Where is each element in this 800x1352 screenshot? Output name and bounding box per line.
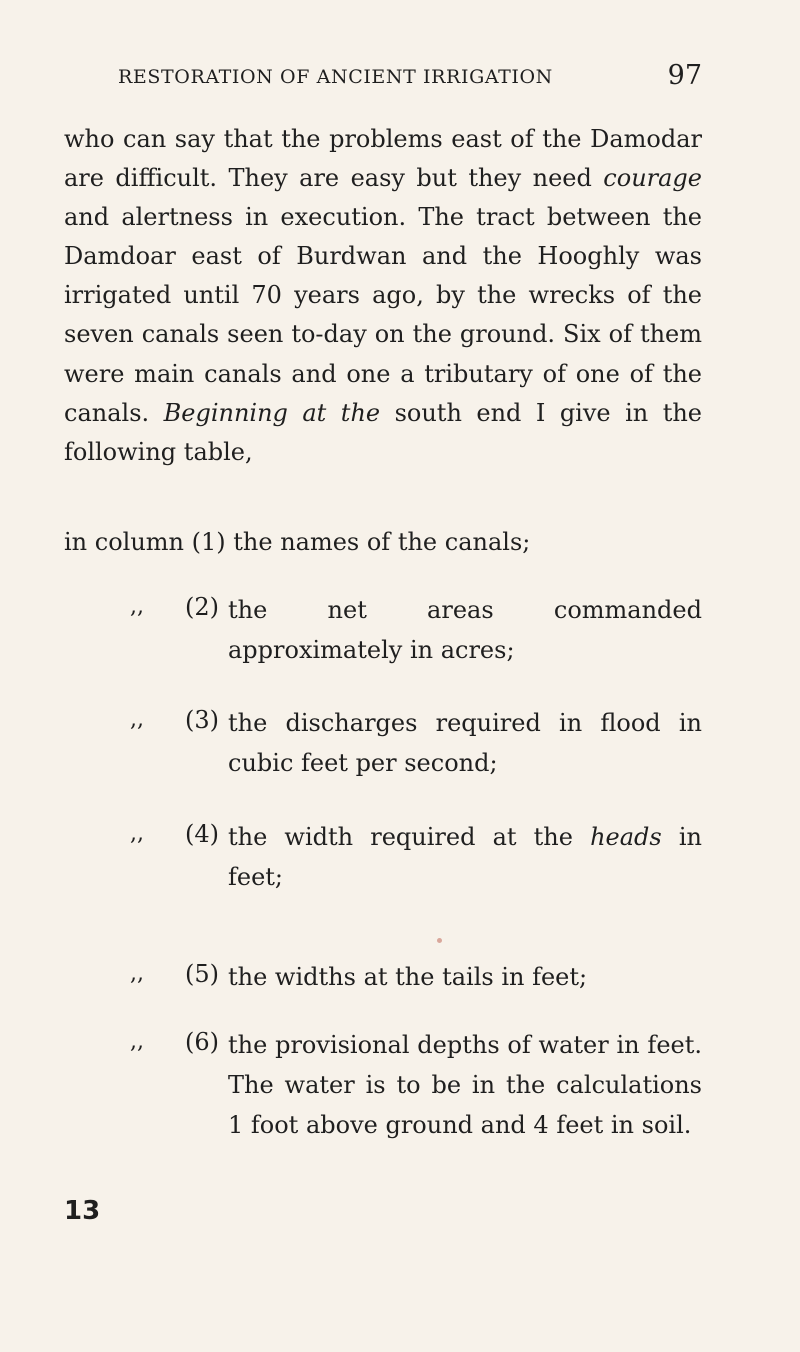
item-text: the discharges required in flood in cubic feet per second; (228, 709, 702, 777)
running-head: RESTORATION OF ANCIENT IRRIGATION (118, 66, 553, 88)
item-number: (5) (185, 960, 219, 988)
item-text-part: in feet; (228, 823, 702, 891)
emphasis-courage: courage (603, 164, 702, 193)
ditto-mark: ,, (130, 961, 144, 986)
item-number: (3) (185, 706, 219, 734)
item-number: (2) (185, 593, 219, 621)
body-paragraph (64, 120, 702, 472)
emphasis-heads: heads (590, 823, 662, 851)
paragraph-text-2: and alertness in execution. The tract between the Damdoar east of Burdwan and the Hooghly was irrigated until 70 years ago, by the wrecks of the seven canals seen to-day on the ground. Six of them were main canals and one a tributary of one of the canals. (64, 203, 702, 427)
ditto-mark: ,, (130, 821, 144, 846)
ditto-mark: ,, (130, 594, 144, 619)
item-text: the widths at the tails in feet; (228, 963, 588, 991)
paragraph-text-1: who can say that the problems east of the Damodar are difficult. They are easy but they need (64, 125, 702, 193)
page-header (118, 60, 702, 96)
item-text (228, 817, 702, 897)
item-text-part: the width required at the (228, 823, 591, 851)
item-number: (4) (185, 820, 219, 848)
paragraph-text-3: south end I give in the following table, (64, 398, 703, 466)
ditto-mark: ,, (130, 707, 144, 732)
signature-mark: 13 (64, 1196, 101, 1226)
page-number: 97 (667, 60, 702, 91)
item-number: (6) (185, 1028, 219, 1056)
item-text: the provisional depths of water in feet. The water is to be in the calculations 1 foot above ground and 4 feet in soil. (228, 1031, 702, 1139)
item-text: the net areas commanded approximately in acres; (228, 596, 702, 664)
list-intro: in column (1) the names of the canals; (64, 528, 531, 556)
speck-mark (437, 938, 442, 943)
ditto-mark: ,, (130, 1029, 144, 1054)
emphasis-beginning: Beginning at the (163, 398, 381, 427)
